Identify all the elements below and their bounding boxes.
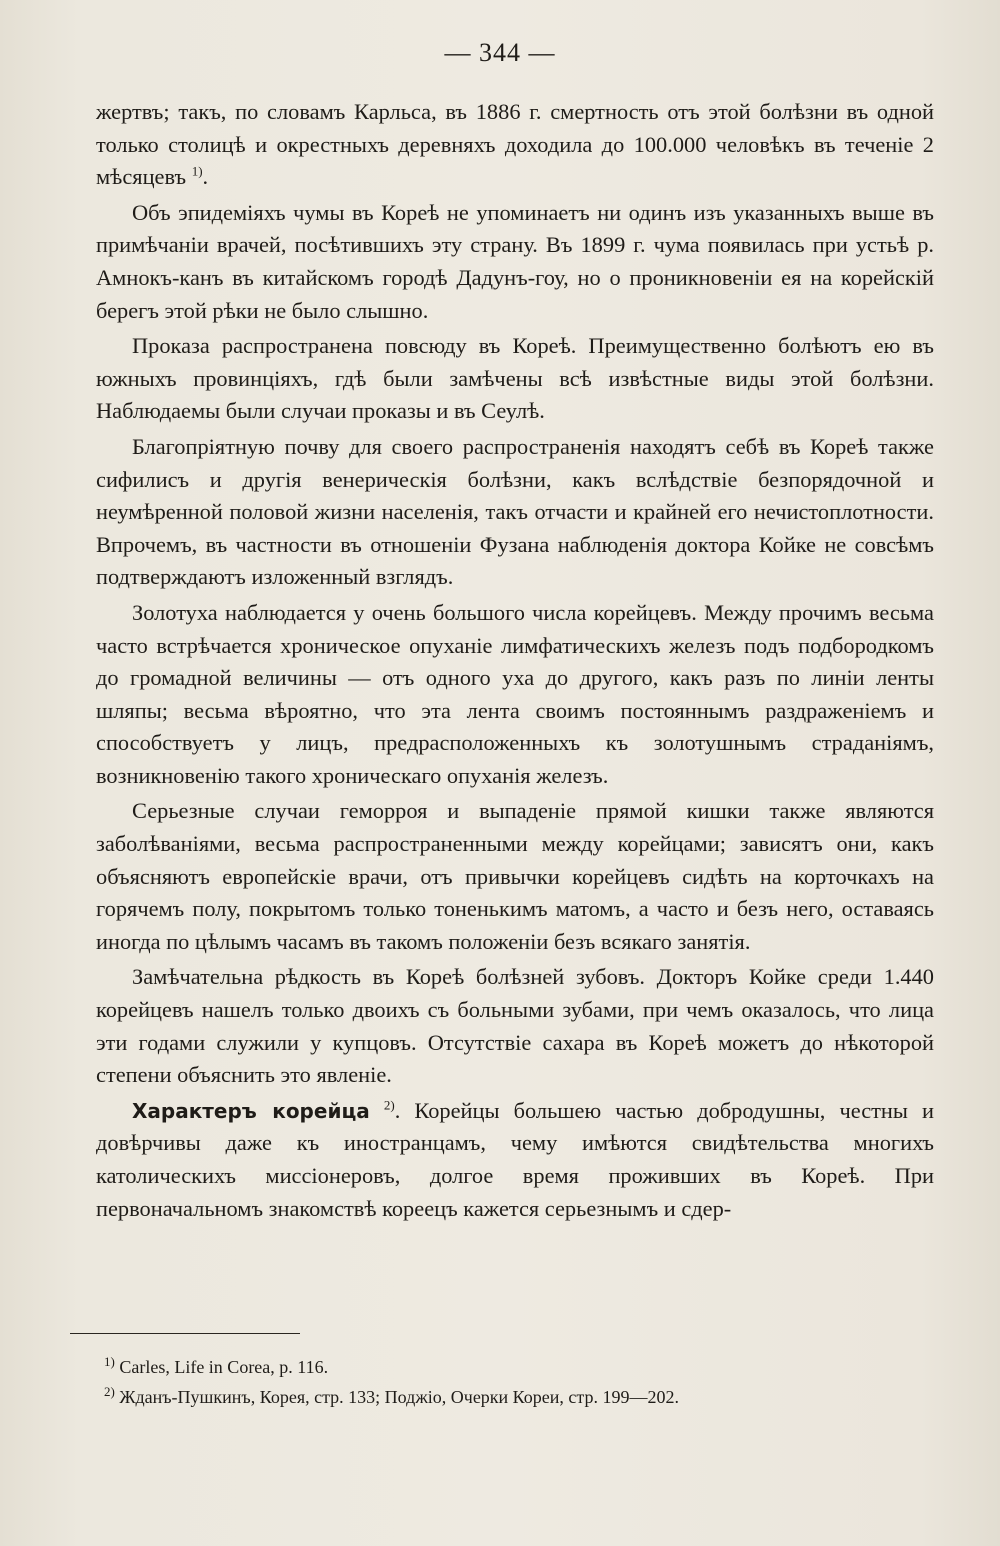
footnotes [104,1352,904,1412]
paragraph-1 [96,96,934,194]
paragraph-text: . Корейцы большею частью добродушны, честны и довѣрчивы даже къ иностранцамъ, чему имѣются свидѣтельства многихъ католическихъ миссіонеровъ, долгое время проживших въ Кореѣ. При первоначальномъ знакомствѣ кореецъ кажется серьезнымъ и сдер- [96,1097,935,1221]
footnote-2 [104,1382,904,1412]
footnote-ref-2: 2) [383,1097,395,1113]
footnote-text: Carles, Life in Corea, p. 116. [119,1357,329,1377]
footnote-divider [70,1333,300,1334]
body-text [96,96,934,1225]
paragraph-4: Благопріятную почву для своего распространенія находятъ себѣ въ Кореѣ также сифилисъ и другія венерическія болѣзни, какъ вслѣдствіе безпорядочной и неумѣренной половой жизни населенія, такъ отчасти и крайней его нечистоплотности. Впрочемъ, въ частности въ отношеніи Фузана наблюденія доктора Койке не совсѣмъ подтверждаютъ изложенный взглядъ. [96,433,934,590]
paragraph-8 [96,1095,934,1225]
paragraph-3: Проказа распространена повсюду въ Кореѣ. Преимущественно болѣютъ ею въ южныхъ провинціяхъ, гдѣ были замѣчены всѣ извѣстные виды этой болѣзни. Наблюдаемы были случаи проказы и въ Сеулѣ. [96,333,934,424]
section-heading: Характеръ корейца [132,1098,370,1123]
footnote-mark: 2) [104,1384,115,1399]
footnote-1 [104,1352,904,1382]
paragraph-5: Золотуха наблюдается у очень большого числа корейцевъ. Между прочимъ весьма часто встрѣчается хроническое опуханіе лимфатическихъ железъ подъ подбородкомъ до громадной величины — отъ одного уха до другого, какъ разъ по линіи ленты шляпы; весьма вѣроятно, что эта лента своимъ постояннымъ раздраженіемъ и способствуетъ у лицъ, предрасположенныхъ къ золотушнымъ страданіямъ, возникновенію такого хроническаго опуханія железъ. [96,599,934,788]
page-number: — 344 — [444,38,556,67]
footnote-ref-1: 1) [191,163,203,179]
paragraph-2: Объ эпидеміяхъ чумы въ Кореѣ не упоминаетъ ни одинъ изъ указанныхъ выше въ примѣчаніи врачей, посѣтившихъ эту страну. Въ 1899 г. чума появилась при устьѣ р. Амнокъ-канъ въ китайскомъ городѣ Дадунъ-гоу, но о проникновеніи ея на корейскій берегъ этой рѣки не было слышно. [96,199,934,323]
paragraph-7: Замѣчательна рѣдкость въ Кореѣ болѣзней зубовъ. Докторъ Койке среди 1.440 корейцевъ нашелъ только двоихъ съ больными зубами, при чемъ оказалось, что лица эти годами служили у купцовъ. Отсутствіе сахара въ Кореѣ можетъ до нѣкоторой степени объяснить это явленіе. [96,964,934,1088]
footnote-mark: 1) [104,1354,115,1369]
footnote-text: Жданъ-Пушкинъ, Корея, стр. 133; Поджіо, Очерки Кореи, стр. 199—202. [119,1387,679,1407]
paragraph-end: . [202,164,209,190]
paragraph-6: Серьезные случаи геморроя и выпаденіе прямой кишки также являются заболѣваніями, весьма распространенными между корейцами; зависятъ они, какъ объясняютъ европейскіе врачи, отъ привычки корейцевъ сидѣть на корточкахъ на горячемъ полу, покрытомъ только тоненькимъ матомъ, а часто и безъ него, оставаясь иногда по цѣлымъ часамъ въ такомъ положеніи безъ всякаго занятія. [96,798,934,954]
paragraph-text: жертвъ; такъ, по словамъ Карльса, въ 1886 г. смертность отъ этой болѣзни въ одной только столицѣ и окрестныхъ деревняхъ доходила до 100.000 человѣкъ въ теченіе 2 мѣсяцевъ [96,99,934,190]
